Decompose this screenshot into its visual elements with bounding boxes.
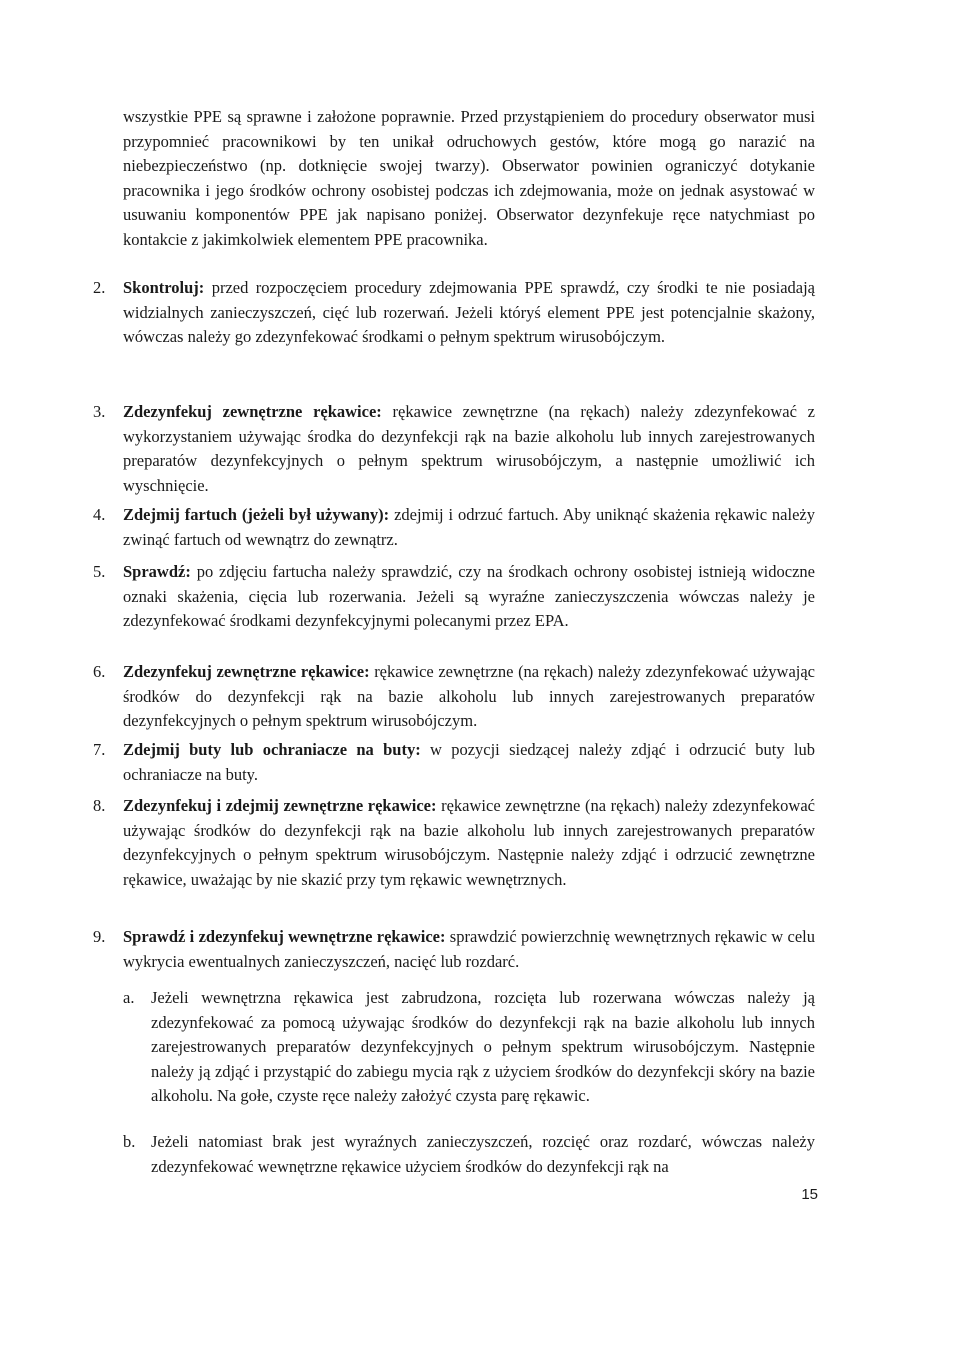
item-text <box>123 400 815 498</box>
item-text <box>123 503 815 552</box>
list-item-8 <box>93 794 815 892</box>
item-title: Zdejmij buty lub ochraniacze na buty: <box>123 740 421 759</box>
item-body: rękawice zewnętrzne (na rękach) należy zdezynfekować używając środków do dezynfekcji rąk na bazie alkoholu lub innych zarejestrowanych preparatów dezynfekcyjnych o pełnym spektrum wirusobójczym. <box>123 662 815 730</box>
sub-item-letter: a. <box>123 988 135 1007</box>
item-title: Zdezynfekuj i zdejmij zewnętrzne rękawice: <box>123 796 437 815</box>
item-title: Zdejmij fartuch (jeżeli był używany): <box>123 505 390 524</box>
item-body: sprawdzić powierzchnię wewnętrznych rękawic w celu wykrycia ewentualnych zanieczyszczeń, nacięć lub rozdarć. <box>123 927 816 971</box>
list-item-4 <box>93 503 815 552</box>
list-item-5 <box>93 560 815 634</box>
item-title: Sprawdź i zdezynfekuj wewnętrzne rękawice: <box>123 927 446 946</box>
item-number: 4. <box>93 505 106 524</box>
item-title: Skontroluj: <box>123 278 205 297</box>
sub-item-a <box>123 986 815 1109</box>
sub-item-b <box>123 1130 815 1179</box>
item-number: 7. <box>93 740 106 759</box>
item-body: zdejmij i odrzuć fartuch. Aby uniknąć skażenia rękawic należy zwinąć fartuch od wewnątrz do zewnątrz. <box>123 505 815 549</box>
list-item-6 <box>93 660 815 734</box>
list-item-3 <box>93 400 815 498</box>
item-title: Zdezynfekuj zewnętrzne rękawice: <box>123 662 370 681</box>
item-title: Sprawdź: <box>123 562 191 581</box>
item-number: 5. <box>93 562 106 581</box>
item-body: rękawice zewnętrzne (na rękach) należy zdezynfekować używając środków do dezynfekcji rąk na bazie alkoholu lub innych zarejestrowanych preparatów dezynfekcyjnych o pełnym spektrum wirusobójczym. Następnie należy zdjąć i odrzucić zewnętrzne rękawice, uważając by nie skazić przy tym rękawic wewnętrznych. <box>123 796 815 889</box>
sub-item-text: Jeżeli natomiast brak jest wyraźnych zanieczyszczeń, rozcięć oraz rozdarć, wówczas należy zdezynfekować wewnętrzne rękawice użyciem środków do dezynfekcji rąk na <box>151 1132 815 1176</box>
list-item-2 <box>93 276 815 350</box>
item-body: przed rozpoczęciem procedury zdejmowania PPE sprawdź, czy środki te nie posiadają widzialnych zanieczyszczeń, cięć lub rozerwań. Jeżeli któryś element PPE jest potencjalnie skażony, wówczas należy go zdezynfekować środkami o pełnym spektrum wirusobójczym. <box>123 278 815 346</box>
item-text <box>123 738 815 787</box>
item-number: 2. <box>93 278 106 297</box>
item-text <box>123 660 815 734</box>
item-number: 6. <box>93 662 106 681</box>
item-text <box>123 794 815 892</box>
item-text <box>123 925 815 974</box>
item-body: w pozycji siedzącej należy zdjąć i odrzucić buty lub ochraniacze na buty. <box>123 740 815 784</box>
item-title: Zdezynfekuj zewnętrzne rękawice: <box>123 402 382 421</box>
intro-paragraph: wszystkie PPE są sprawne i założone poprawnie. Przed przystąpieniem do procedury obserwator musi przypomnieć pracownikowi by ten unikał odruchowych gestów, które mogą go narazić na niebezpieczeństwo (np. dotknięcie swojej twarzy). Obserwator powinien ograniczyć dotykanie pracownika i jego środków ochrony osobistej podczas ich zdejmowania, może on jednak asystować w usuwaniu komponentów PPE jak napisano poniżej. Obserwator dezynfekuje ręce natychmiast po kontakcie z jakimkolwiek elementem PPE pracownika. <box>123 107 815 249</box>
item-body: rękawice zewnętrzne (na rękach) należy zdezynfekować z wykorzystaniem używając środka do dezynfekcji rąk na bazie alkoholu lub innych zarejestrowanych preparatów dezynfekcyjnych o pełnym spektrum wirusobójczym, a następnie umożliwić ich wyschnięcie. <box>123 402 815 495</box>
sub-item-text: Jeżeli wewnętrzna rękawica jest zabrudzona, rozcięta lub rozerwana wówczas należy ją zdezynfekować za pomocą używając środków do dezynfekcji rąk na bazie alkoholu lub innych zarejestrowanych preparatów dezynfekcyjnych o pełnym spektrum wirusobójczym. Następnie należy ją zdjąć i przystąpić do zabiegu mycia rąk z użyciem środków do dezynfekcji skóry na bazie alkoholu. Na gołe, czyste ręce należy założyć czysta parę rękawic. <box>151 988 815 1105</box>
item-number: 3. <box>93 402 106 421</box>
item-body: po zdjęciu fartucha należy sprawdzić, czy na środkach ochrony osobistej istnieją widoczne oznaki skażenia, cięcia lub rozerwania. Jeżeli są wyraźne zanieczyszczenia wówczas należy je zdezynfekować środkami dezynfekcyjnymi polecanymi przez EPA. <box>123 562 815 630</box>
item-number: 8. <box>93 796 106 815</box>
item-text <box>123 276 815 350</box>
item-number: 9. <box>93 927 106 946</box>
page-number: 15 <box>801 1186 818 1203</box>
item-text <box>123 560 815 634</box>
list-item-7 <box>93 738 815 787</box>
list-item-9 <box>93 925 815 974</box>
sub-item-letter: b. <box>123 1132 136 1151</box>
